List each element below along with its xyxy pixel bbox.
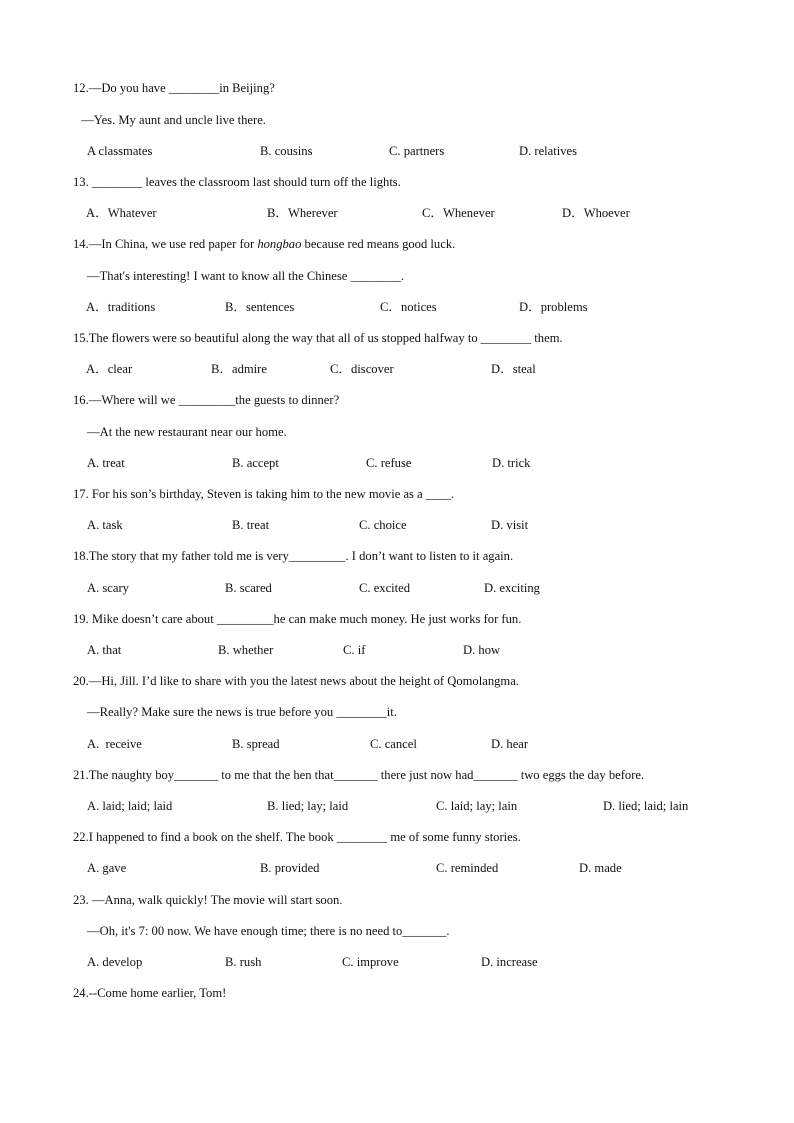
question-15-option-c: C．discover [330,362,394,376]
question-22-option-b: B. provided [260,861,320,875]
question-16-reply: —At the new restaurant near our home. [87,425,287,439]
question-13-option-a: A．Whatever [86,206,157,220]
question-12-option-d: D. relatives [519,144,578,158]
question-23-option-d: D. increase [481,955,538,969]
question-21-stem: 21.The naughty boy_______ to me that the hen that_______ there just now had_______ two eggs the day before. [73,768,645,782]
question-23-reply: —Oh, it's 7: 00 now. We have enough time; there is no need to_______. [87,924,450,938]
question-12-option-c: C. partners [389,144,445,158]
question-13-option-b: B．Wherever [267,206,338,220]
question-14-option-d: D．problems [519,300,588,314]
question-21-option-b: B. lied; lay; laid [267,799,349,813]
question-18-option-b: B. scared [225,581,272,595]
question-14-option-c: C．notices [380,300,437,314]
question-23-option-b: B. rush [225,955,262,969]
question-20-option-b: B. spread [232,737,280,751]
question-22-option-a: A. gave [87,861,127,875]
question-13-option-d: D．Whoever [562,206,630,220]
question-14-stem: 14.—In China, we use red paper for hongbao because red means good luck. [73,237,456,251]
question-19-option-c: C. if [343,643,366,657]
question-18-option-d: D. exciting [484,581,540,595]
question-14-option-b: B．sentences [225,300,295,314]
question-17-option-c: C. choice [359,518,407,532]
question-17-option-d: D. visit [491,518,529,532]
question-24-stem: 24.--Come home earlier, Tom! [73,986,227,1000]
question-21-option-c: C. laid; lay; lain [436,799,518,813]
question-21-option-d: D. lied; laid; lain [603,799,689,813]
question-16-stem: 16.—Where will we _________the guests to dinner? [73,393,340,407]
question-23-option-a: A. develop [87,955,143,969]
question-16-option-a: A. treat [87,456,125,470]
question-12-option-a: A classmates [87,144,153,158]
question-19-option-a: A. that [87,643,122,657]
question-20-option-d: D. hear [491,737,529,751]
question-18-option-c: C. excited [359,581,411,595]
question-12-option-b: B. cousins [260,144,313,158]
question-20-option-c: C. cancel [370,737,417,751]
question-13-option-c: C．Whenever [422,206,495,220]
question-13-stem: 13. ________ leaves the classroom last should turn off the lights. [73,175,401,189]
question-18-stem: 18.The story that my father told me is very_________. I don’t want to listen to it again. [73,549,514,563]
question-17-option-b: B. treat [232,518,270,532]
question-23-option-c: C. improve [342,955,399,969]
question-15-option-a: A．clear [86,362,133,376]
question-17-option-a: A. task [87,518,123,532]
question-22-option-d: D. made [579,861,622,875]
question-16-option-d: D. trick [492,456,531,470]
question-19-stem: 19. Mike doesn’t care about _________he can make much money. He just works for fun. [73,612,522,626]
question-17-stem: 17. For his son’s birthday, Steven is taking him to the new movie as a ____. [73,487,455,501]
question-12-reply: —Yes. My aunt and uncle live there. [78,113,266,127]
question-19-option-d: D. how [463,643,501,657]
question-15-stem: 15.The flowers were so beautiful along the way that all of us stopped halfway to ________ them. [73,331,563,345]
question-20-reply: —Really? Make sure the news is true before you ________it. [87,705,397,719]
question-14-reply: —That's interesting! I want to know all the Chinese ________. [87,269,405,283]
question-14-option-a: A．traditions [86,300,156,314]
question-22-stem: 22.I happened to find a book on the shelf. The book ________ me of some funny stories. [73,830,521,844]
question-18-option-a: A. scary [87,581,129,595]
question-15-option-d: D．steal [491,362,536,376]
question-20-stem: 20.—Hi, Jill. I’d like to share with you the latest news about the height of Qomolangma. [73,674,519,688]
question-15-option-b: B．admire [211,362,267,376]
question-19-option-b: B. whether [218,643,274,657]
question-16-option-c: C. refuse [366,456,412,470]
question-20-option-a: A. receive [87,737,142,751]
question-12-stem: 12.—Do you have ________in Beijing? [73,81,275,95]
question-22-option-c: C. reminded [436,861,499,875]
question-16-option-b: B. accept [232,456,279,470]
question-23-stem: 23. —Anna, walk quickly! The movie will start soon. [73,893,343,907]
question-21-option-a: A. laid; laid; laid [87,799,173,813]
